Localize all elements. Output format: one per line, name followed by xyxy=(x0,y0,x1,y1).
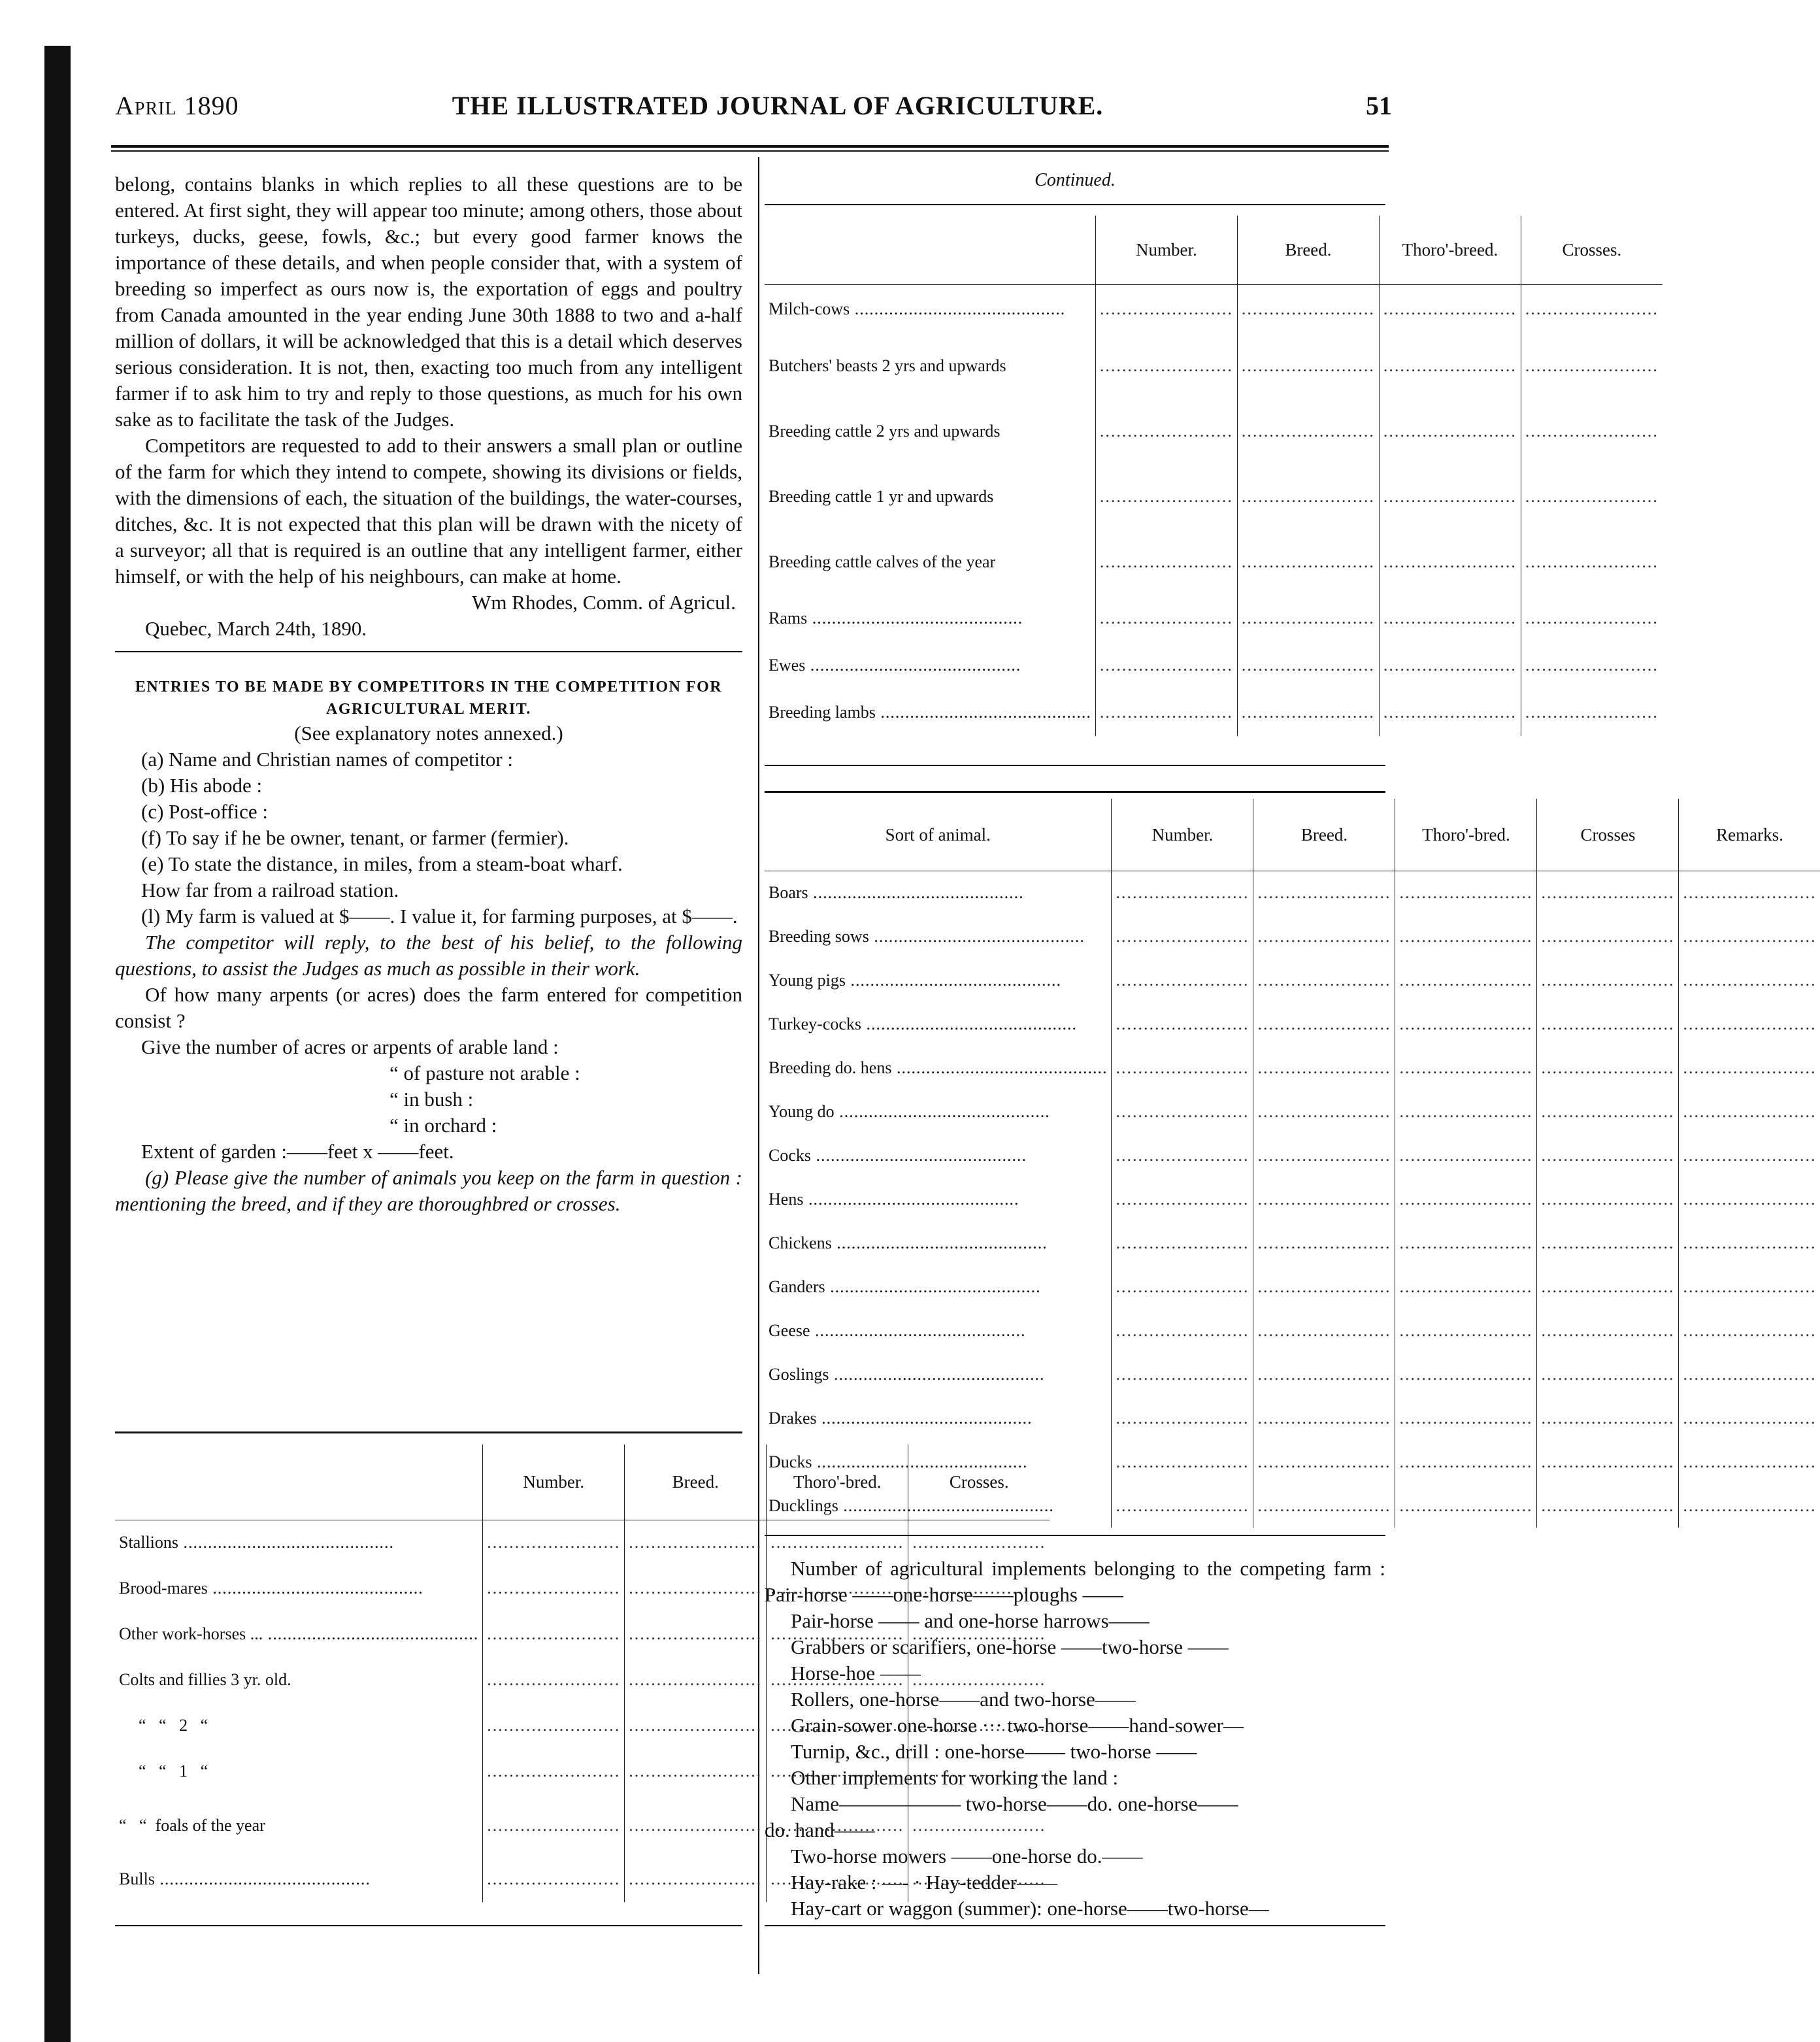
item-l: (l) My farm is valued at $——. I value it, for farming purposes, at $——. xyxy=(141,904,738,928)
row-label: Drakes ..... xyxy=(769,1409,1107,1428)
item-f: (f) To say if he be owner, tenant, or farmer (fermier). xyxy=(141,826,569,849)
col-breed: Breed. xyxy=(625,1445,767,1520)
cattle-bottom-rule xyxy=(765,765,1385,766)
implements-line: Pair-horse —— and one-horse harrows—— xyxy=(791,1609,1150,1632)
row-label: Colts and fillies 3 yr. old. xyxy=(119,1670,291,1689)
implements-line: Hay-cart or waggon (summer): one-horse——two-horse— xyxy=(791,1897,1269,1920)
row-label: Boars ..... xyxy=(769,883,1107,903)
col-number: Number. xyxy=(1095,216,1237,284)
row-label: Rams ..... xyxy=(769,609,1091,628)
row-label: Young pigs ..... xyxy=(769,971,1107,990)
pigs-poultry-table xyxy=(765,799,1820,1528)
implements-line: Rollers, one-horse——and two-horse—— xyxy=(791,1688,1136,1711)
implements-line: Turnip, &c., drill : one-horse—— two-horse —— xyxy=(791,1740,1197,1763)
pasture: “ of pasture not arable : xyxy=(389,1061,580,1084)
row-label: Geese ..... xyxy=(769,1321,1107,1341)
row-label: “ “ 1 “ xyxy=(139,1762,208,1781)
pigs-top-rule xyxy=(765,791,1385,793)
col-thorobreed: Thoro'-breed. xyxy=(1379,216,1521,284)
arpents-question: Of how many arpents (or acres) does the farm entered for competition consist ? xyxy=(115,982,742,1032)
page-number: 51 xyxy=(1366,91,1392,120)
row-label: Breeding sows ..... xyxy=(769,927,1107,946)
garden: Extent of garden :——feet x ——feet. xyxy=(141,1139,454,1163)
col-remarks: Remarks. xyxy=(1679,799,1820,871)
page-bottom-rule xyxy=(765,1925,1385,1926)
implements-intro: Number of agricultural implements belonging to the competing farm : Pair-horse ——one-horse——ploughs —— xyxy=(765,1557,1385,1606)
row-label: Breeding lambs ..... xyxy=(769,703,1091,722)
row-label: “ “ foals of the year xyxy=(119,1815,265,1835)
row-label: Goslings ..... xyxy=(769,1365,1107,1384)
col-number: Number. xyxy=(1112,799,1253,871)
arable-land: Give the number of acres or arpents of arable land : xyxy=(141,1035,559,1058)
row-label: Brood-mares ..... xyxy=(119,1579,478,1598)
section-rule xyxy=(115,651,742,652)
row-label: Ganders ..... xyxy=(769,1277,1107,1297)
col-breed: Breed. xyxy=(1237,216,1379,284)
implements-line: Other implements for working the land : xyxy=(791,1766,1119,1789)
row-label: Cocks ..... xyxy=(769,1146,1107,1165)
row-label: Butchers' beasts 2 yrs and upwards xyxy=(769,356,1006,375)
signature: Wm Rhodes, Comm. of Agricul. xyxy=(472,591,736,614)
col-breed: Breed. xyxy=(1253,799,1395,871)
row-label: Other work-horses ... ..... xyxy=(119,1624,478,1644)
row-label: Breeding cattle 1 yr and upwards xyxy=(769,487,994,506)
col-sort: Sort of animal. xyxy=(765,799,1112,871)
header-rule-thin xyxy=(111,150,1389,152)
pigs-bottom-rule xyxy=(765,1535,1385,1536)
item-c: (c) Post-office : xyxy=(141,799,268,823)
header-rule xyxy=(111,145,1389,148)
row-label: Ducklings ..... xyxy=(769,1496,1107,1516)
row-label: Hens ..... xyxy=(769,1190,1107,1209)
item-b: (b) His abode : xyxy=(141,773,263,797)
implements-do-hand: do. hand—— xyxy=(765,1818,875,1841)
implements-line: Horse-hoe —— xyxy=(791,1662,921,1684)
row-label: Bulls ..... xyxy=(119,1869,478,1889)
row-label: Ducks ..... xyxy=(769,1452,1107,1472)
row-label: Young do ..... xyxy=(769,1102,1107,1122)
row-label: Stallions ..... xyxy=(119,1533,478,1552)
binding-edge xyxy=(44,46,71,2042)
col-label xyxy=(765,216,1095,284)
entries-subheading: (See explanatory notes annexed.) xyxy=(294,721,563,745)
left-column xyxy=(115,171,742,1217)
table-caption: Continued. xyxy=(1034,170,1116,190)
implements-line: Grabbers or scarifiers, one-horse ——two-horse —— xyxy=(791,1635,1229,1658)
row-label: Milch-cows ..... xyxy=(769,299,1091,319)
row-label: “ “ 2 “ xyxy=(139,1716,208,1735)
item-railroad: How far from a railroad station. xyxy=(141,878,399,901)
bush: “ in bush : xyxy=(389,1087,474,1111)
col-thorobred: Thoro'-bred. xyxy=(767,1445,908,1520)
implements-line: Hay-rake : —- · Hay-tedder—— xyxy=(791,1871,1057,1894)
col-number: Number. xyxy=(483,1445,625,1520)
row-label: Breeding cattle calves of the year xyxy=(769,552,996,571)
implements-line: Name—————— two-horse——do. one-horse—— xyxy=(791,1792,1238,1815)
journal-title: THE ILLUSTRATED JOURNAL OF AGRICULTURE. xyxy=(452,91,1104,120)
item-a: (a) Name and Christian names of competitor : xyxy=(141,747,514,771)
cattle-table xyxy=(765,216,1663,736)
row-label: Breeding cattle 2 yrs and upwards xyxy=(769,422,1001,441)
col-crosses: Crosses. xyxy=(908,1445,1050,1520)
reply-note: The competitor will reply, to the best of his belief, to the following questions, to assist the Judges as much as possible in their work. xyxy=(115,930,742,980)
cattle-top-rule xyxy=(765,204,1385,205)
implements-line: Two-horse mowers ——one-horse do.—— xyxy=(791,1845,1143,1867)
intro-paragraph: belong, contains blanks in which replies to all these questions are to be entered. At first sight, they will appear too minute; among others, those about turkeys, ducks, geese, fowls, &c.; but every good farmer knows the importance of these details, and when people consider that, with a system of breeding so imperfect as ours now is, the exportation of eggs and poultry from Canada amounted in the year ending June 30th 1888 to two and a-half million of dollars, it will be acknowledged that this is a detail which deserves serious consideration. It is not, then, exacting too much from any intelligent farmer if to ask him to try and reply to those questions, as much for his own sake as to facilitate the task of the Judges. xyxy=(115,173,742,431)
row-label: Chickens ..... xyxy=(769,1233,1107,1253)
row-label: Turkey-cocks ..... xyxy=(769,1014,1107,1034)
animals-note: (g) Please give the number of animals you keep on the farm in question : mentioning the breed, and if they are thoroughbred or crosses. xyxy=(115,1165,742,1215)
table-top-rule xyxy=(115,1431,742,1433)
col-crosses: Crosses. xyxy=(1521,216,1663,284)
entries-heading: ENTRIES TO BE MADE BY COMPETITORS IN THE COMPETITION FOR AGRICULTURAL MERIT. xyxy=(135,678,723,718)
col-thorobred: Thoro'-bred. xyxy=(1395,799,1537,871)
table-bottom-rule xyxy=(115,1925,742,1926)
item-e: (e) To state the distance, in miles, from a steam-boat wharf. xyxy=(141,852,623,875)
row-label: Breeding do. hens ..... xyxy=(769,1058,1107,1078)
row-label: Ewes ..... xyxy=(769,656,1091,675)
col-crosses: Crosses xyxy=(1537,799,1679,871)
header-date: April 1890 xyxy=(115,91,239,120)
orchard: “ in orchard : xyxy=(389,1113,497,1137)
place-date: Quebec, March 24th, 1890. xyxy=(145,617,367,640)
col-label xyxy=(115,1445,483,1520)
competitors-paragraph: Competitors are requested to add to their answers a small plan or outline of the farm for which they intend to compete, showing its divisions or fields, with the dimensions of each, the situation of the buildings, the water-courses, ditches, &c. It is not expected that this plan will be drawn with the nicety of a surveyor; all that is required is an outline that any intelligent farmer, either himself, or with the help of his neighbours, can make at home. xyxy=(115,434,742,588)
implements-section xyxy=(765,1556,1385,1922)
implements-line: Grain-sower one-horse ··· two-horse——hand-sower— xyxy=(791,1714,1244,1737)
